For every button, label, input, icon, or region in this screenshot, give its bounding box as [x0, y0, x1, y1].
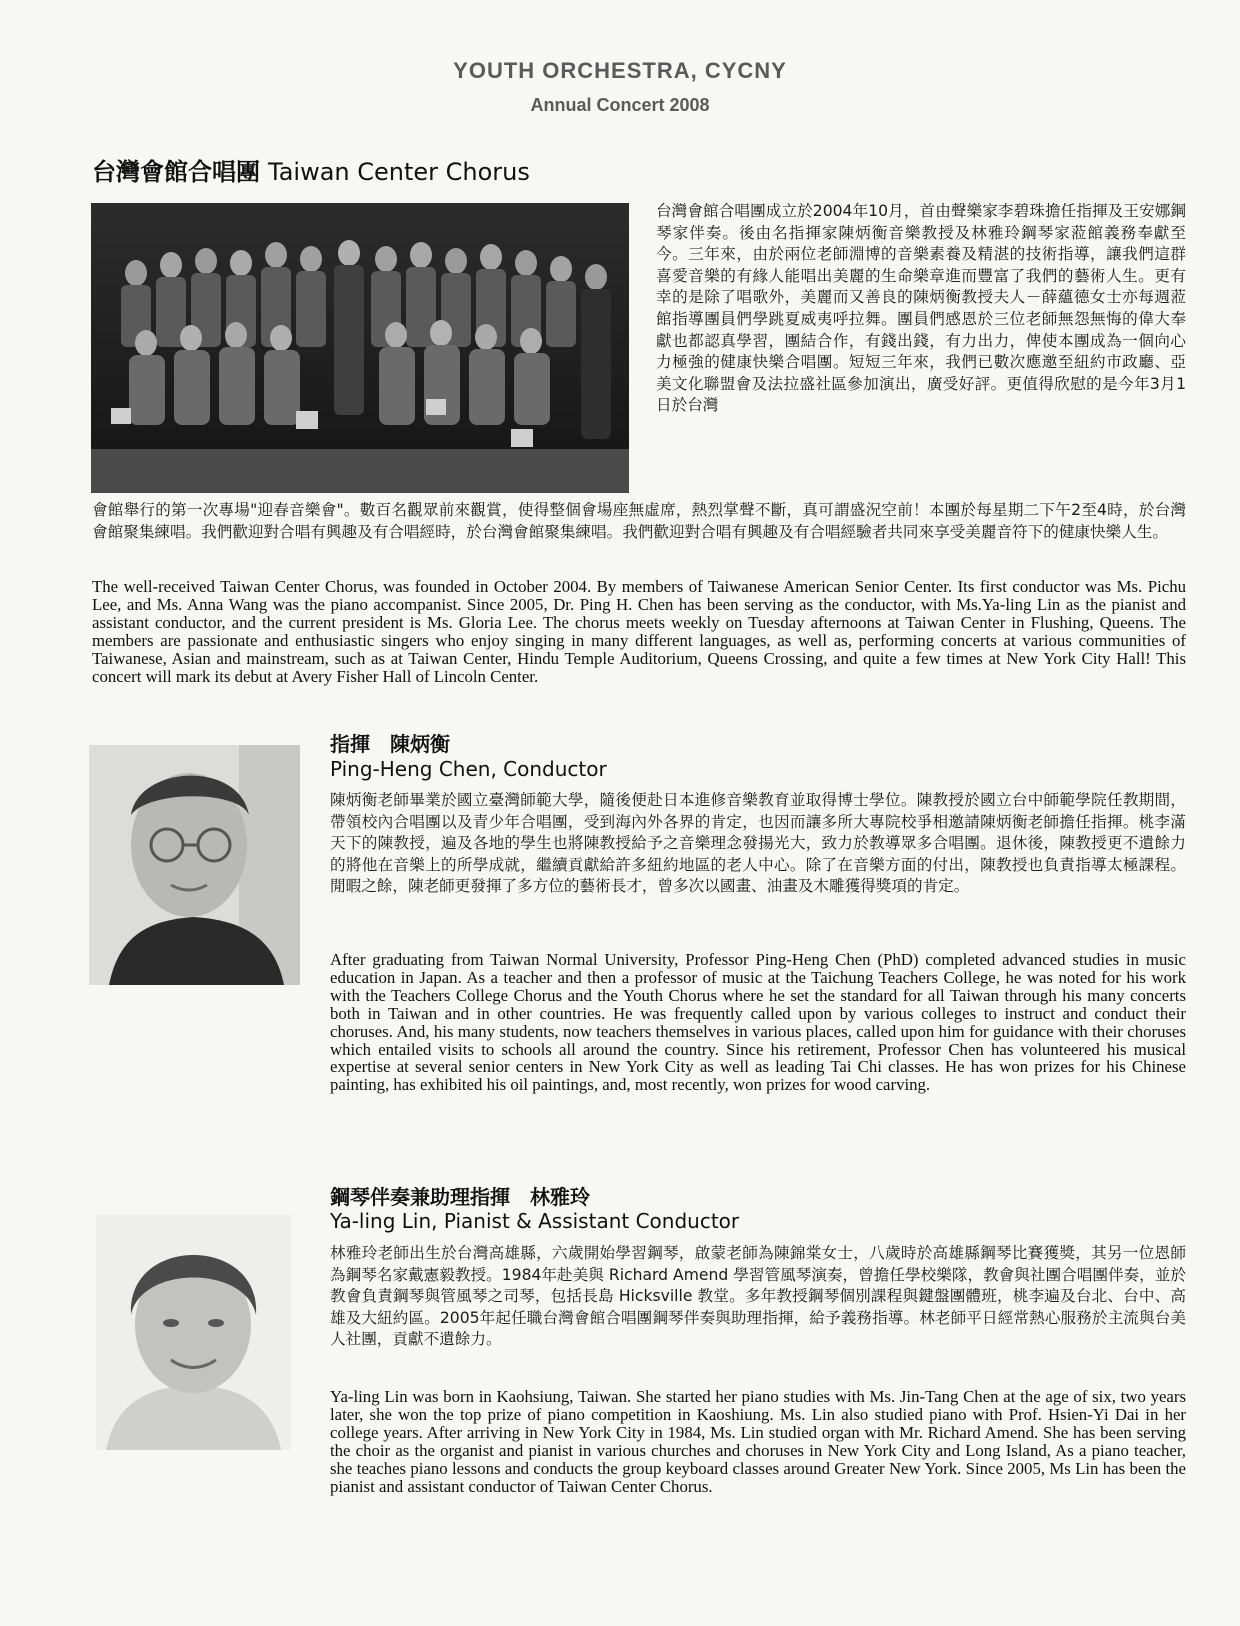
- conductor-bio-zh: 陳炳衡老師畢業於國立臺灣師範大學，隨後便赴日本進修音樂教育並取得博士學位。陳教授於國立台中師範學院任教期間，帶領校內合唱團以及青少年合唱團，受到海內外各界的肯定，也因而讓多所大專院校爭相邀請陳炳衡老師擔任指揮。桃李滿天下的陳教授，遍及各地的學生也將陳教授給予之音樂理念發揚光大，致力於教導眾多合唱團。退休後，陳教授更不遺餘力的將他在音樂上的所學成就，繼續貢獻給許多紐約地區的老人中心。除了在音樂方面的付出，陳教授也負責指導太極課程。閒暇之餘，陳老師更發揮了多方位的藝術長才，曾多次以國畫、油畫及木雕獲得獎項的肯定。: [330, 791, 1186, 896]
- pianist-name-en: Ya-ling Lin, Pianist & Assistant Conductor: [330, 1209, 740, 1233]
- pianist-bio-en: Ya-ling Lin was born in Kaohsiung, Taiwan. She started her piano studies with Ms. Jin-Tang Chen at the age of six, two years later, she won the top prize of piano competition in Kaoshiung. Ms. Lin also studied piano with Prof. Hsien-Yi Dai in her college years. After arriving in New York City in 1984, Ms. Lin studied organ with Mr. Richard Amend. She has been serving the choir as the organist and pianist in various churches and choruses in New York City and Long Island, As a piano teacher, she teaches piano lessons and conducts the group keyboard classes around Greater New York. Since 2005, Ms Lin has been the pianist and assistant conductor of Taiwan Center Chorus.: [330, 1387, 1186, 1496]
- chorus-group-photo-art: [91, 203, 629, 493]
- conductor-portrait-art: [89, 745, 300, 985]
- page-header-subtitle: Annual Concert 2008: [530, 95, 710, 115]
- section-title-zh: 台灣會館合唱團: [92, 158, 260, 186]
- conductor-name-en: Ping-Heng Chen, Conductor: [330, 757, 607, 781]
- conductor-bio-en: After graduating from Taiwan Normal University, Professor Ping-Heng Chen (PhD) completed advanced studies in music education in Japan. As a teacher and then a professor of music at the Taichung Teachers College, he was noted for his work with the Teachers College Chorus and the Youth Chorus where he set the standard for all Taiwan through his many concerts both in Taiwan and in other countries. He was frequently called upon by various colleges to instruct and conduct their choruses. And, his many students, now teachers themselves in various places, called upon him for guidance with their choruses which entailed visits to schools all around the country. Since his retirement, Professor Chen has volunteered his musical expertise at several senior centers in New York City as well as leading Tai Chi classes. He has won prizes for his Chinese painting, has exhibited his oil paintings, and, most recently, won prizes for wood carving.: [330, 950, 1186, 1095]
- intro-en-text: The well-received Taiwan Center Chorus, was founded in October 2004. By members of Taiwanese American Senior Center. Its first conductor was Ms. Pichu Lee, and Ms. Anna Wang was the piano accompanist. Since 2005, Dr. Ping H. Chen has been serving as the conductor, with Ms.Ya-ling Lin as the pianist and assistant conductor, and the current president is Ms. Gloria Lee. The chorus meets weekly on Tuesday afternoons at Taiwan Center in Flushing, Queens. The members are passionate and enthusiastic singers who enjoy singing in many different languages, as well as, performing concerts at various communities of Taiwanese, Asian and mainstream, such as at Taiwan Center, Hindu Temple Auditorium, Queens Crossing, and quite a few times at New York City Hall! This concert will mark its debut at Avery Fisher Hall of Lincoln Center.: [92, 577, 1186, 686]
- chorus-group-photo: [91, 203, 629, 493]
- pianist-bio-zh: 林雅玲老師出生於台灣高雄縣，六歲開始學習鋼琴，啟蒙老師為陳錦棠女士，八歲時於高雄縣鋼琴比賽獲獎，其另一位恩師為鋼琴名家戴憲毅教授。1984年赴美與 Richard Amend 學習管風琴演奏，曾擔任學校樂隊，教會與社團合唱團伴奏，並於教會負責鋼琴與管風琴之司琴，包括長島 Hicksville 教堂。多年教授鋼琴個別課程與鍵盤團體班，桃李遍及台北、台中、高雄及大紐約區。2005年起任職台灣會館合唱團鋼琴伴奏與助理指揮，給予義務指導。林老師平日經常熱心服務於主流與台美人社團，貢獻不遺餘力。: [330, 1244, 1186, 1349]
- conductor-portrait: [89, 745, 300, 985]
- pianist-name-zh: 鋼琴伴奏兼助理指揮 林雅玲: [330, 1185, 590, 1209]
- pianist-portrait-art: [96, 1215, 291, 1450]
- section-title: [92, 152, 530, 187]
- conductor-name-zh: 指揮 陳炳衡: [330, 732, 450, 756]
- page-header-title: YOUTH ORCHESTRA, CYCNY: [453, 58, 787, 83]
- intro-zh-text-part1: 台灣會館合唱團成立於2004年10月，首由聲樂家李碧珠擔任指揮及王安娜鋼琴家伴奏。後由名指揮家陳炳衡音樂教授及林雅玲鋼琴家蒞館義務奉獻至今。三年來，由於兩位老師淵博的音樂素養及精湛的技術指導，讓我們這群喜愛音樂的有緣人能唱出美麗的生命樂章進而豐富了我們的藝術人生。更有幸的是除了唱歌外，美麗而又善良的陳炳衡教授夫人－薛蘊德女士亦每週蒞館指導團員們學跳夏威夷呼拉舞。團員們感恩於三位老師無怨無悔的偉大奉獻也都認真學習，團結合作，有錢出錢，有力出力，俾使本團成為一個向心力極強的健康快樂合唱團。短短三年來，我們已數次應邀至紐約市政廳、亞美文化聯盟會及法拉盛社區參加演出，廣受好評。更值得欣慰的是今年3月1日於台灣: [656, 202, 1186, 415]
- section-title-en: Taiwan Center Chorus: [268, 158, 530, 186]
- pianist-portrait: [96, 1215, 291, 1450]
- intro-zh-text-part2: 會館舉行的第一次專場"迎春音樂會"。數百名觀眾前來觀賞，使得整個會場座無虛席，熱烈掌聲不斷，真可謂盛況空前！本團於每星期二下午2至4時，於台灣會館聚集練唱。我們歡迎對合唱有興趣及有合唱經時，於台灣會館聚集練唱。我們歡迎對合唱有興趣及有合唱經驗者共同來享受美麗音符下的健康快樂人生。: [92, 501, 1186, 541]
